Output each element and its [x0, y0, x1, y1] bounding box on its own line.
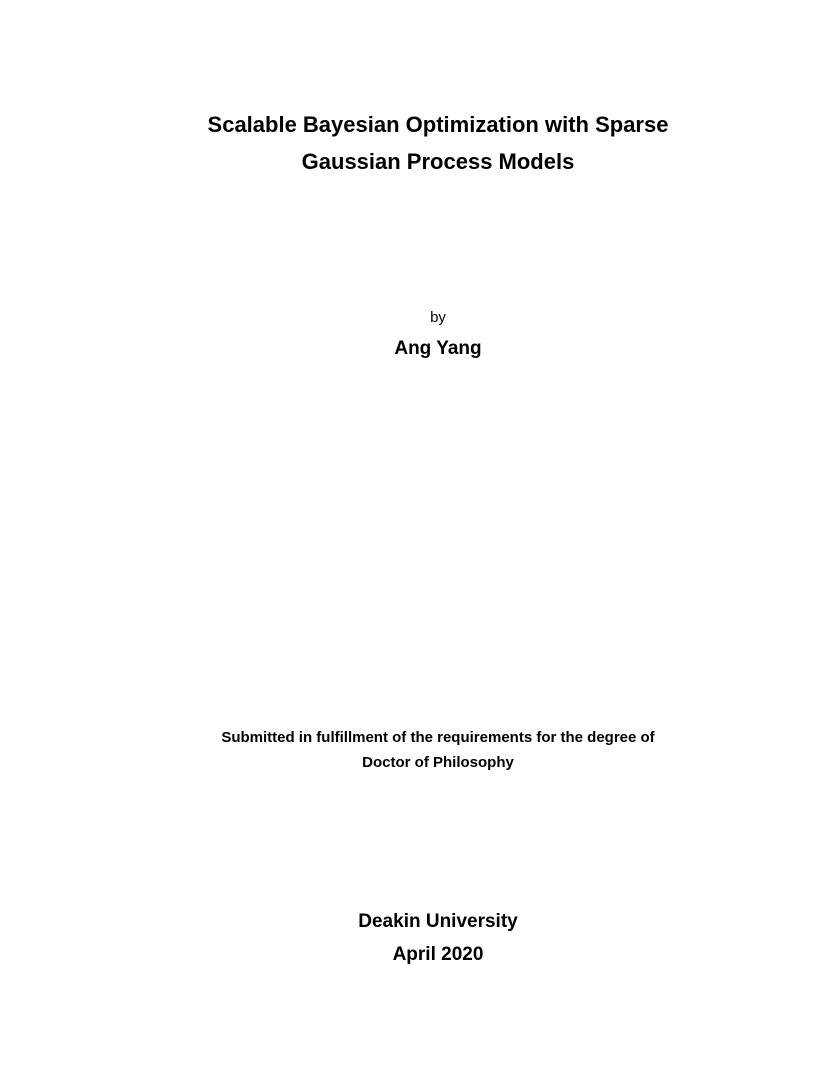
- thesis-title-line-2: Gaussian Process Models: [301, 149, 575, 174]
- thesis-title: [0, 106, 828, 180]
- degree-name: Doctor of Philosophy: [362, 754, 514, 771]
- institution-block: [0, 905, 828, 971]
- submission-statement-line-1: Submitted in fulfillment of the requirements for the degree of: [221, 729, 655, 746]
- submission-statement: [0, 725, 828, 775]
- university-name: Deakin University: [358, 911, 518, 932]
- author-name: Ang Yang: [394, 338, 482, 359]
- thesis-title-line-1: Scalable Bayesian Optimization with Sparse: [207, 112, 669, 137]
- submission-date: April 2020: [392, 944, 484, 965]
- by-label: by: [430, 309, 446, 326]
